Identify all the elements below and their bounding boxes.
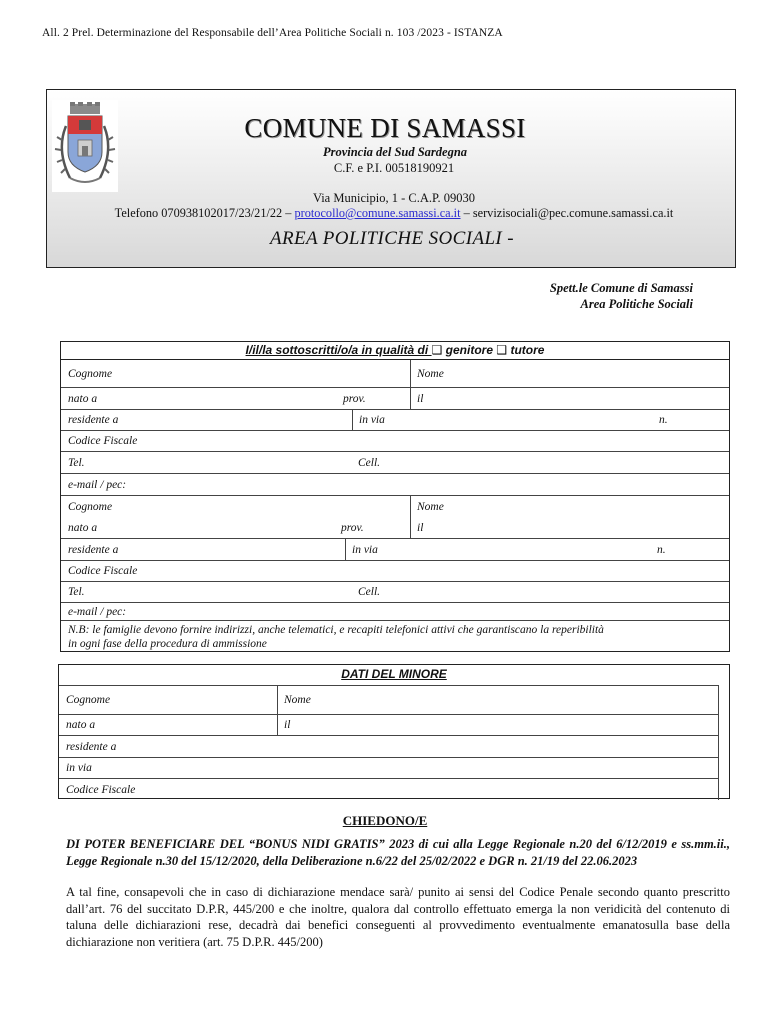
- contact-note-row: [61, 621, 729, 653]
- tax-code-line: C.F. e P.I. 00518190921: [333, 161, 455, 175]
- applicant1-cell-field[interactable]: Cell.: [358, 456, 381, 469]
- minor-taxcode-row: [59, 779, 718, 800]
- municipality-title: COMUNE DI SAMASSI: [244, 113, 526, 143]
- applicant2-surname-field[interactable]: Cognome: [68, 501, 113, 513]
- applicant1-firstname-field[interactable]: Nome: [417, 367, 444, 380]
- recipient-line-1: Spett.le Comune di Samassi: [549, 281, 693, 295]
- minor-street-row: [59, 758, 718, 779]
- applicant2-house-number-field[interactable]: n.: [657, 543, 666, 556]
- applicant1-street-field[interactable]: in via: [359, 414, 385, 426]
- applicant1-surname-field[interactable]: Cognome: [68, 367, 113, 380]
- applicant2-phone-row: [61, 582, 729, 603]
- tutore-checkbox[interactable]: ❑: [496, 343, 508, 357]
- applicant1-residence-field[interactable]: residente a: [68, 414, 119, 426]
- liability-statement: A tal fine, consapevoli che in caso di dichiarazione mendace sarà/ punito ai sensi del Codice Penale secondo quanto prescritto dall’art. 76 del succitato D.P.R, 445/200 e che inoltre, qualora dal controllo effettuato emerga la non veridicità del contenuto di taluna delle dichiarazioni rese, decadrà dai benefici conseguenti al provvedimento eventualmente emanatosulla base della dichiarazione non veritiera (art. 75 D.P.R. 445/200): [66, 885, 730, 949]
- minor-birthplace-field[interactable]: nato a: [66, 719, 96, 731]
- applicant1-birth-row: [61, 388, 729, 410]
- benefit-declaration: DI POTER BENEFICIARE DEL “BONUS NIDI GRATIS” 2023 di cui alla Legge Regionale n.20 del 6/12/2019 e ss.mm.ii., Legge Regionale n.30 del 15/12/2020, della Deliberazione n.6/22 del 25/02/2022 e DGR n. 21/19 del 22.06.2023: [66, 837, 730, 868]
- minor-street-field[interactable]: in via: [66, 762, 92, 774]
- applicant1-birthplace-field[interactable]: nato a: [68, 392, 98, 405]
- minor-birth-row: [59, 715, 718, 736]
- applicant2-residence-field[interactable]: residente a: [68, 543, 119, 556]
- applicant2-firstname-field[interactable]: Nome: [417, 501, 444, 513]
- applicant2-street-field[interactable]: in via: [352, 543, 378, 556]
- applicant1-taxcode-row: [61, 431, 729, 452]
- applicant2-email-field[interactable]: e-mail / pec:: [68, 605, 127, 618]
- applicant1-residence-row: [61, 410, 729, 431]
- applicant-heading-box: [60, 341, 730, 359]
- protocol-email-link[interactable]: protocollo@comune.samassi.ca.it: [294, 206, 461, 220]
- applicant2-residence-row: [61, 539, 729, 561]
- applicant2-taxcode-field[interactable]: Codice Fiscale: [68, 565, 138, 577]
- applicant2-birthdate-field[interactable]: il: [417, 522, 424, 534]
- recipient-block: [550, 280, 693, 312]
- minor-birthdate-field[interactable]: il: [284, 719, 291, 731]
- contact-note: N.B: le famiglie devono fornire indirizzi, anche telematici, e recapiti telefonici attivi che garantiscano la reperibilità in ogni fase della procedura di ammissione: [68, 624, 604, 650]
- applicant2-name-row: [61, 496, 729, 518]
- applicant1-taxcode-field[interactable]: Codice Fiscale: [68, 435, 138, 447]
- applicant2-taxcode-row: [61, 561, 729, 582]
- applicant2-birthplace-field[interactable]: nato a: [68, 522, 98, 534]
- applicant2-email-row: [61, 603, 729, 621]
- request-heading: CHIEDONO/E: [342, 813, 428, 828]
- department-title: AREA POLITICHE SOCIALI -: [269, 228, 515, 249]
- minor-taxcode-field[interactable]: Codice Fiscale: [66, 783, 136, 796]
- genitore-checkbox[interactable]: ❑: [431, 343, 443, 357]
- telephone-text: Telefono 070938102017/23/21/22 –: [114, 206, 295, 220]
- minor-residence-row: [59, 736, 718, 758]
- applicant1-phone-row: [61, 452, 729, 474]
- minor-surname-field[interactable]: Cognome: [66, 694, 111, 706]
- minor-form: [58, 664, 730, 799]
- recipient-line-2: Area Politiche Sociali: [580, 297, 693, 311]
- address-line: Via Municipio, 1 - C.A.P. 09030: [312, 191, 476, 205]
- applicant1-email-field[interactable]: e-mail / pec:: [68, 478, 127, 491]
- applicant1-email-row: [61, 474, 729, 496]
- applicant1-birthdate-field[interactable]: il: [417, 392, 424, 405]
- applicant1-house-number-field[interactable]: n.: [659, 414, 668, 426]
- applicant2-cell-field[interactable]: Cell.: [358, 586, 381, 598]
- pec-email-text: – servizisociali@pec.comune.samassi.ca.it: [460, 206, 674, 220]
- applicant2-province-field[interactable]: prov.: [341, 522, 364, 534]
- contacts-line: [0, 206, 770, 221]
- applicant2-birth-row: [61, 518, 729, 539]
- minor-name-row: [59, 686, 718, 715]
- applicant2-tel-field[interactable]: Tel.: [68, 586, 85, 598]
- applicant-heading: I/il/la sottoscritti/o/a in qualità di ❑ genitore ❑ tutore: [245, 343, 545, 357]
- applicant1-province-field[interactable]: prov.: [343, 392, 366, 405]
- minor-heading: DATI DEL MINORE: [341, 667, 447, 681]
- minor-firstname-field[interactable]: Nome: [284, 694, 311, 706]
- minor-residence-field[interactable]: residente a: [66, 740, 117, 753]
- document-reference: All. 2 Prel. Determinazione del Responsabile dell’Area Politiche Sociali n. 103 /2023 - ISTANZA: [42, 27, 503, 39]
- province-line: Provincia del Sud Sardegna: [322, 145, 468, 159]
- applicant1-tel-field[interactable]: Tel.: [68, 456, 85, 469]
- applicant1-name-row: [61, 360, 729, 388]
- applicant-form: [60, 359, 730, 652]
